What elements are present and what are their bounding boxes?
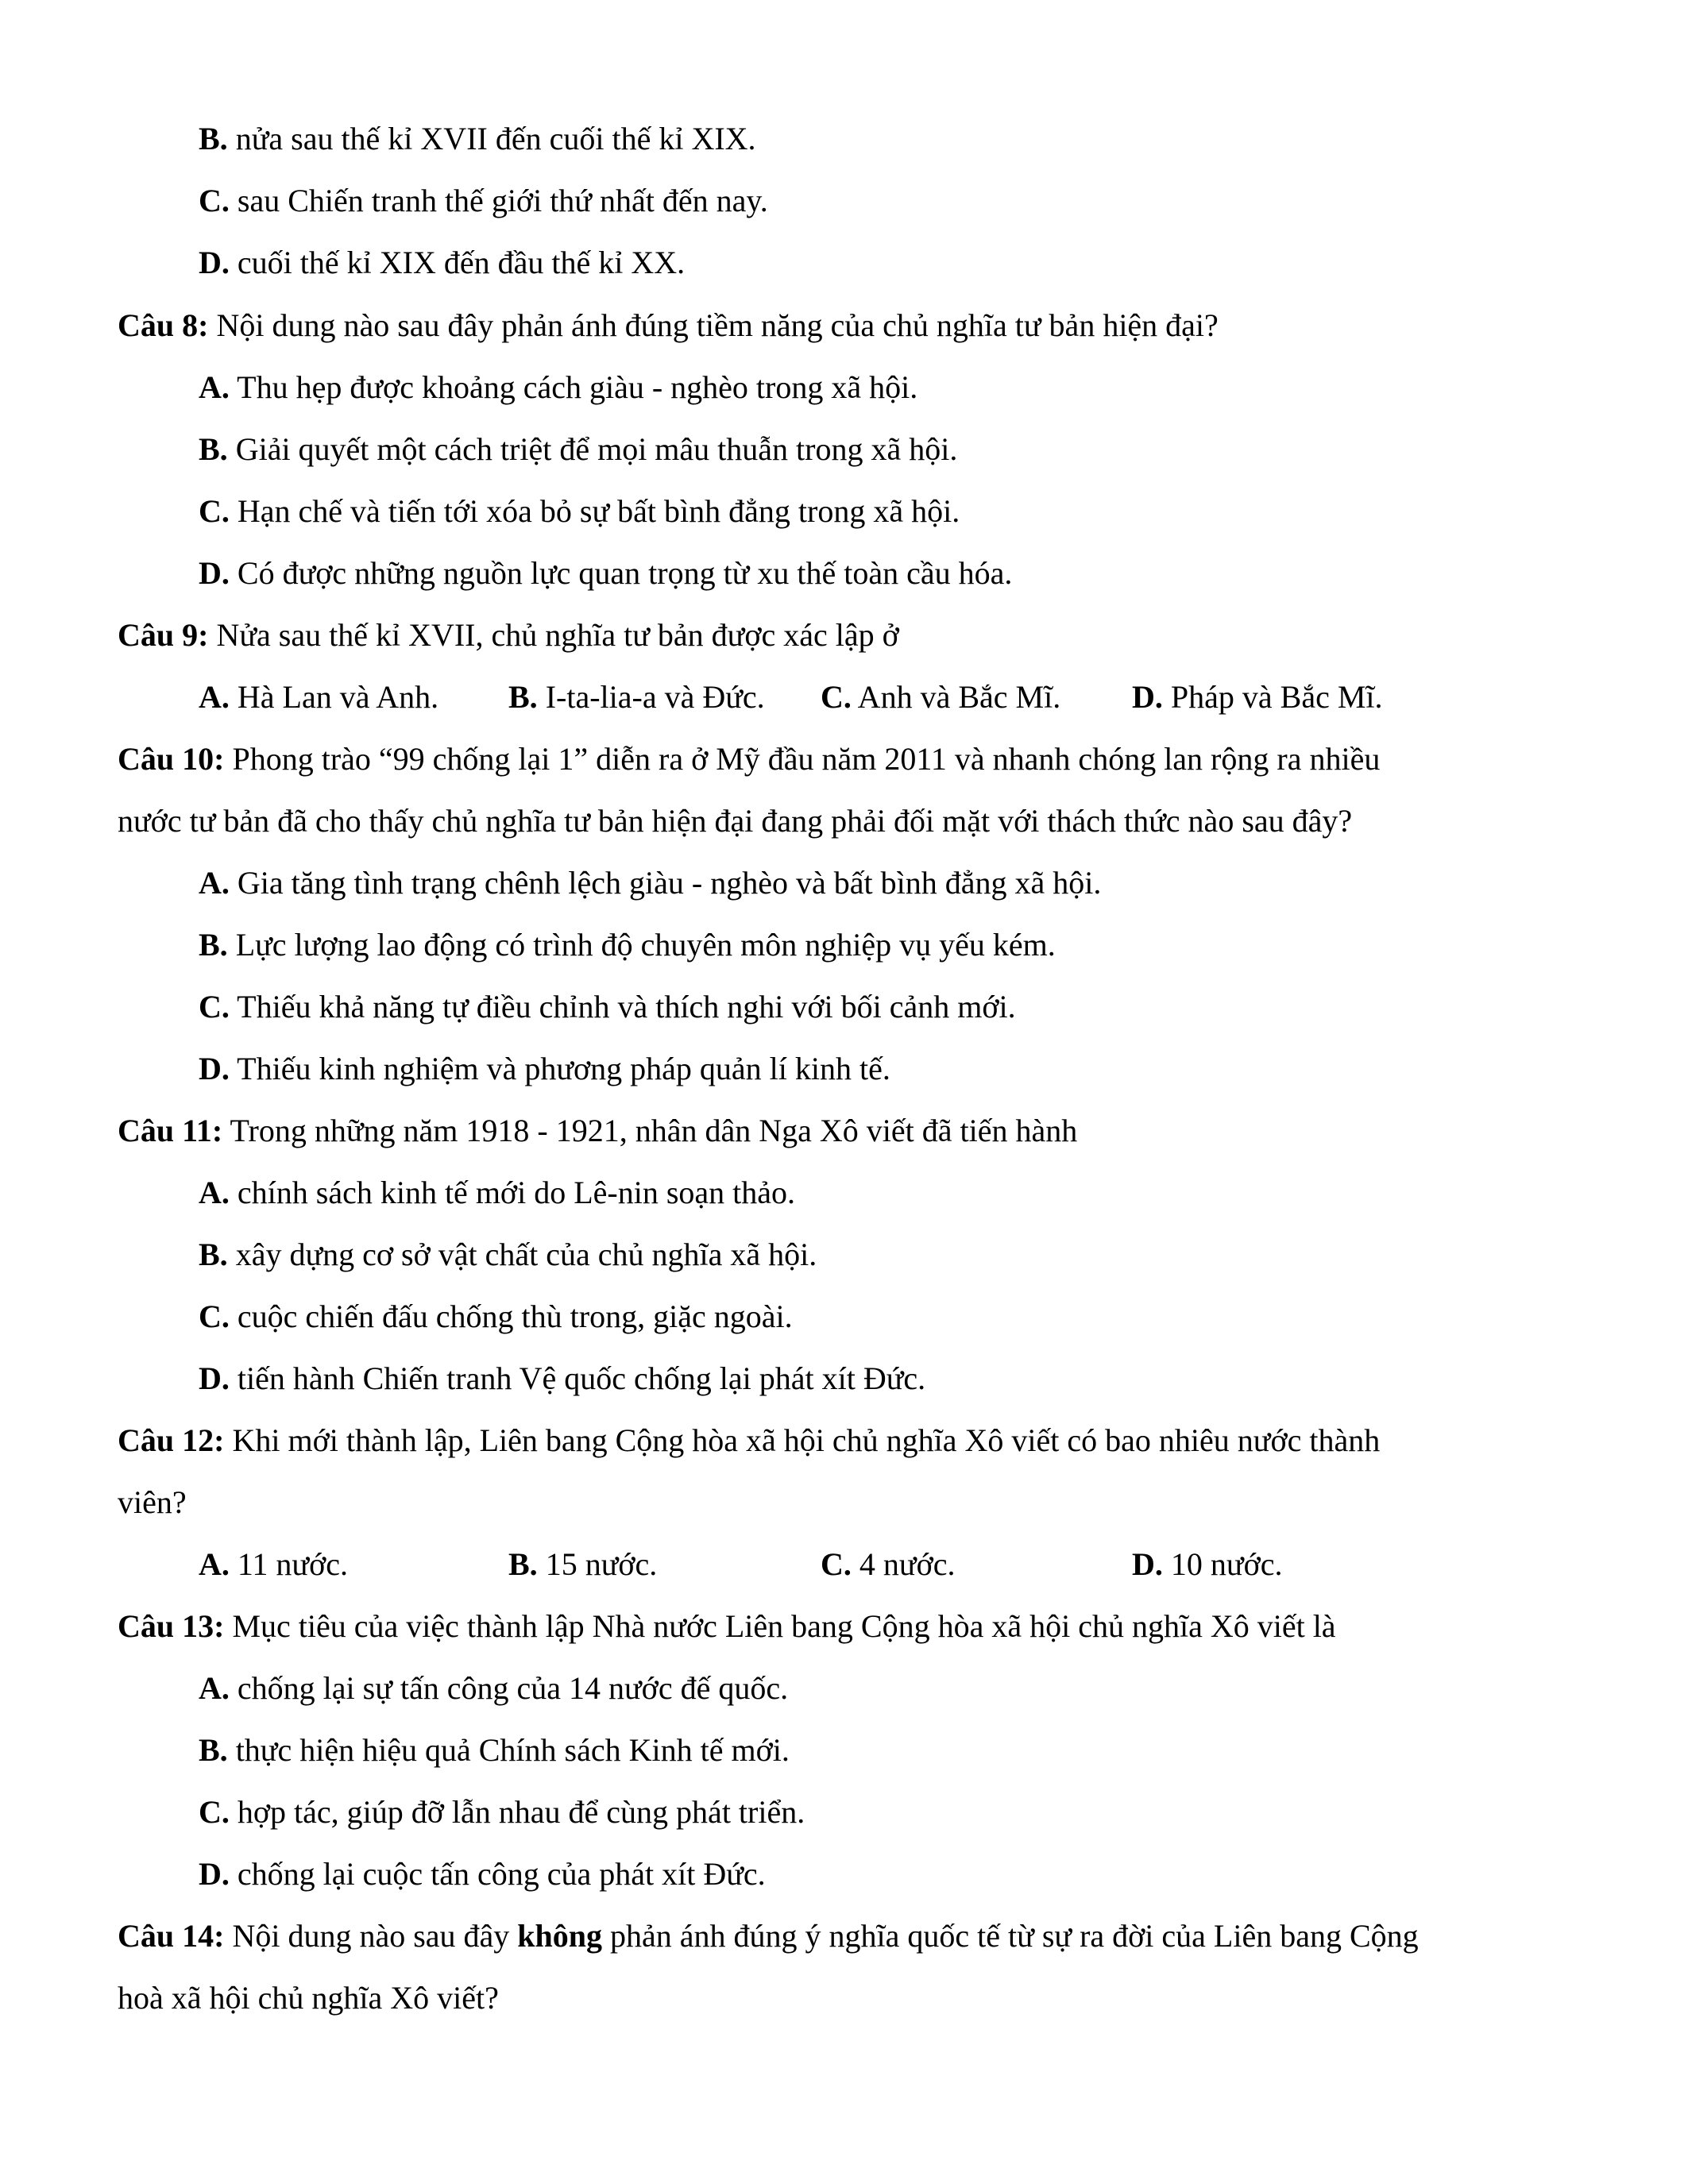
option-c: [199, 1793, 805, 1831]
option-a: [199, 1174, 795, 1212]
option-text: I-ta-lia-a và Đức.: [537, 679, 765, 715]
option-text: Anh và Bắc Mĩ.: [851, 679, 1061, 715]
question-text-continued: nước tư bản đã cho thấy chủ nghĩa tư bản hiện đại đang phải đối mặt với thách thức nào sau đây?: [118, 803, 1353, 839]
question-text: Nửa sau thế kỉ XVII, chủ nghĩa tư bản được xác lập ở: [208, 617, 899, 653]
option-a: [199, 369, 917, 407]
option-d: [199, 554, 1012, 592]
option-letter: A.: [199, 1175, 230, 1210]
question-9: [118, 616, 899, 654]
option-a: [199, 678, 438, 716]
option-letter: D.: [199, 245, 230, 280]
option-b: [199, 1236, 817, 1274]
option-letter: B.: [199, 1237, 228, 1272]
option-d: [1132, 1545, 1282, 1584]
question-label: Câu 8:: [118, 307, 209, 343]
option-text: Lực lượng lao động có trình độ chuyên môn nghiệp vụ yếu kém.: [227, 927, 1056, 963]
option-text: Giải quyết một cách triệt để mọi mâu thuẫn trong xã hội.: [227, 431, 958, 467]
option-a: [199, 1545, 348, 1584]
option-b: [199, 120, 756, 158]
option-c: [199, 988, 1016, 1026]
option-b: [199, 926, 1056, 964]
option-text: sau Chiến tranh thế giới thứ nhất đến nay.: [229, 183, 768, 218]
question-text: Nội dung nào sau đây: [224, 1918, 518, 1954]
option-text: Thu hẹp được khoảng cách giàu - nghèo trong xã hội.: [229, 369, 918, 405]
option-text: cuộc chiến đấu chống thù trong, giặc ngoài.: [229, 1298, 793, 1334]
option-letter: D.: [199, 1856, 230, 1892]
option-letter: A.: [199, 865, 230, 901]
option-letter: D.: [199, 555, 230, 591]
option-d: [199, 1050, 890, 1088]
option-letter: A.: [199, 1546, 230, 1582]
option-text: Thiếu khả năng tự điều chỉnh và thích nghi với bối cảnh mới.: [229, 989, 1016, 1024]
question-text-continued: hoà xã hội chủ nghĩa Xô viết?: [118, 1980, 499, 2016]
option-text: tiến hành Chiến tranh Vệ quốc chống lại phát xít Đức.: [229, 1360, 926, 1396]
option-letter: C.: [199, 1794, 230, 1830]
question-13: [118, 1607, 1336, 1646]
option-letter: A.: [199, 369, 230, 405]
option-letter: C.: [199, 1298, 230, 1334]
option-b: [199, 1731, 790, 1769]
question-label: Câu 9:: [118, 617, 209, 653]
option-letter: C.: [199, 493, 230, 529]
option-letter: C.: [821, 679, 852, 715]
option-text: chống lại cuộc tấn công của phát xít Đức.: [229, 1856, 766, 1892]
option-letter: B.: [199, 1732, 228, 1768]
option-letter: B.: [508, 679, 538, 715]
option-text: chống lại sự tấn công của 14 nước đế quốc.: [229, 1670, 789, 1706]
question-11: [118, 1112, 1077, 1150]
option-b: [199, 430, 957, 469]
option-c: [199, 492, 960, 531]
option-d: [199, 1855, 766, 1893]
option-c: [821, 678, 1060, 716]
option-letter: A.: [199, 679, 230, 715]
option-text: Có được những nguồn lực quan trọng từ xu thế toàn cầu hóa.: [229, 555, 1013, 591]
option-c: [199, 1298, 793, 1336]
option-letter: B.: [508, 1546, 538, 1582]
question-text: Khi mới thành lập, Liên bang Cộng hòa xã hội chủ nghĩa Xô viết có bao nhiêu nước thành: [224, 1422, 1381, 1458]
option-b: [508, 678, 765, 716]
option-letter: B.: [199, 927, 228, 963]
question-text: Phong trào “99 chống lại 1” diễn ra ở Mỹ đầu năm 2011 và nhanh chóng lan rộng ra nhiều: [224, 741, 1381, 777]
option-text: Hạn chế và tiến tới xóa bỏ sự bất bình đẳng trong xã hội.: [229, 493, 960, 529]
option-letter: D.: [1132, 679, 1163, 715]
option-d: [1132, 678, 1383, 716]
option-letter: B.: [199, 121, 228, 156]
option-text: 11 nước.: [229, 1546, 348, 1582]
option-letter: A.: [199, 1670, 230, 1706]
option-text: cuối thế kỉ XIX đến đầu thế kỉ XX.: [229, 245, 686, 280]
option-text: thực hiện hiệu quả Chính sách Kinh tế mới.: [227, 1732, 790, 1768]
question-14: [118, 1917, 1419, 1955]
option-b: [508, 1545, 657, 1584]
option-text: hợp tác, giúp đỡ lẫn nhau để cùng phát triển.: [229, 1794, 805, 1830]
option-text: 10 nước.: [1162, 1546, 1283, 1582]
option-a: [199, 864, 1101, 902]
option-letter: D.: [199, 1360, 230, 1396]
option-text: nửa sau thế kỉ XVII đến cuối thế kỉ XIX.: [227, 121, 756, 156]
option-text: chính sách kinh tế mới do Lê-nin soạn thảo.: [229, 1175, 795, 1210]
question-8: [118, 307, 1219, 345]
option-a: [199, 1669, 788, 1707]
option-d: [199, 1360, 925, 1398]
option-d: [199, 244, 685, 282]
option-letter: D.: [199, 1051, 230, 1086]
option-letter: D.: [1132, 1546, 1163, 1582]
option-letter: B.: [199, 431, 228, 467]
option-text: xây dựng cơ sở vật chất của chủ nghĩa xã hội.: [227, 1237, 817, 1272]
option-text: Hà Lan và Anh.: [229, 679, 439, 715]
question-label: Câu 13:: [118, 1608, 225, 1644]
question-text: Nội dung nào sau đây phản ánh đúng tiềm năng của chủ nghĩa tư bản hiện đại?: [208, 307, 1219, 343]
question-label: Câu 10:: [118, 741, 225, 777]
option-letter: C.: [199, 183, 230, 218]
question-label: Câu 12:: [118, 1422, 225, 1458]
question-12: [118, 1422, 1380, 1460]
option-text: Pháp và Bắc Mĩ.: [1162, 679, 1383, 715]
option-c: [199, 182, 768, 220]
option-text: Thiếu kinh nghiệm và phương pháp quản lí kinh tế.: [229, 1051, 890, 1086]
option-text: 15 nước.: [537, 1546, 658, 1582]
option-text: 4 nước.: [851, 1546, 956, 1582]
option-text: Gia tăng tình trạng chênh lệch giàu - nghèo và bất bình đẳng xã hội.: [229, 865, 1102, 901]
question-text: Mục tiêu của việc thành lập Nhà nước Liên bang Cộng hòa xã hội chủ nghĩa Xô viết là: [224, 1608, 1336, 1644]
option-letter: C.: [821, 1546, 852, 1582]
emphasis-not: không: [517, 1918, 603, 1954]
question-10: [118, 740, 1380, 778]
option-c: [821, 1545, 955, 1584]
question-label: Câu 14:: [118, 1918, 225, 1954]
question-text-continued: viên?: [118, 1484, 187, 1520]
question-text: phản ánh đúng ý nghĩa quốc tế từ sự ra đời của Liên bang Cộng: [602, 1918, 1419, 1954]
option-letter: C.: [199, 989, 230, 1024]
question-label: Câu 11:: [118, 1113, 223, 1148]
question-text: Trong những năm 1918 - 1921, nhân dân Nga Xô viết đã tiến hành: [222, 1113, 1078, 1148]
